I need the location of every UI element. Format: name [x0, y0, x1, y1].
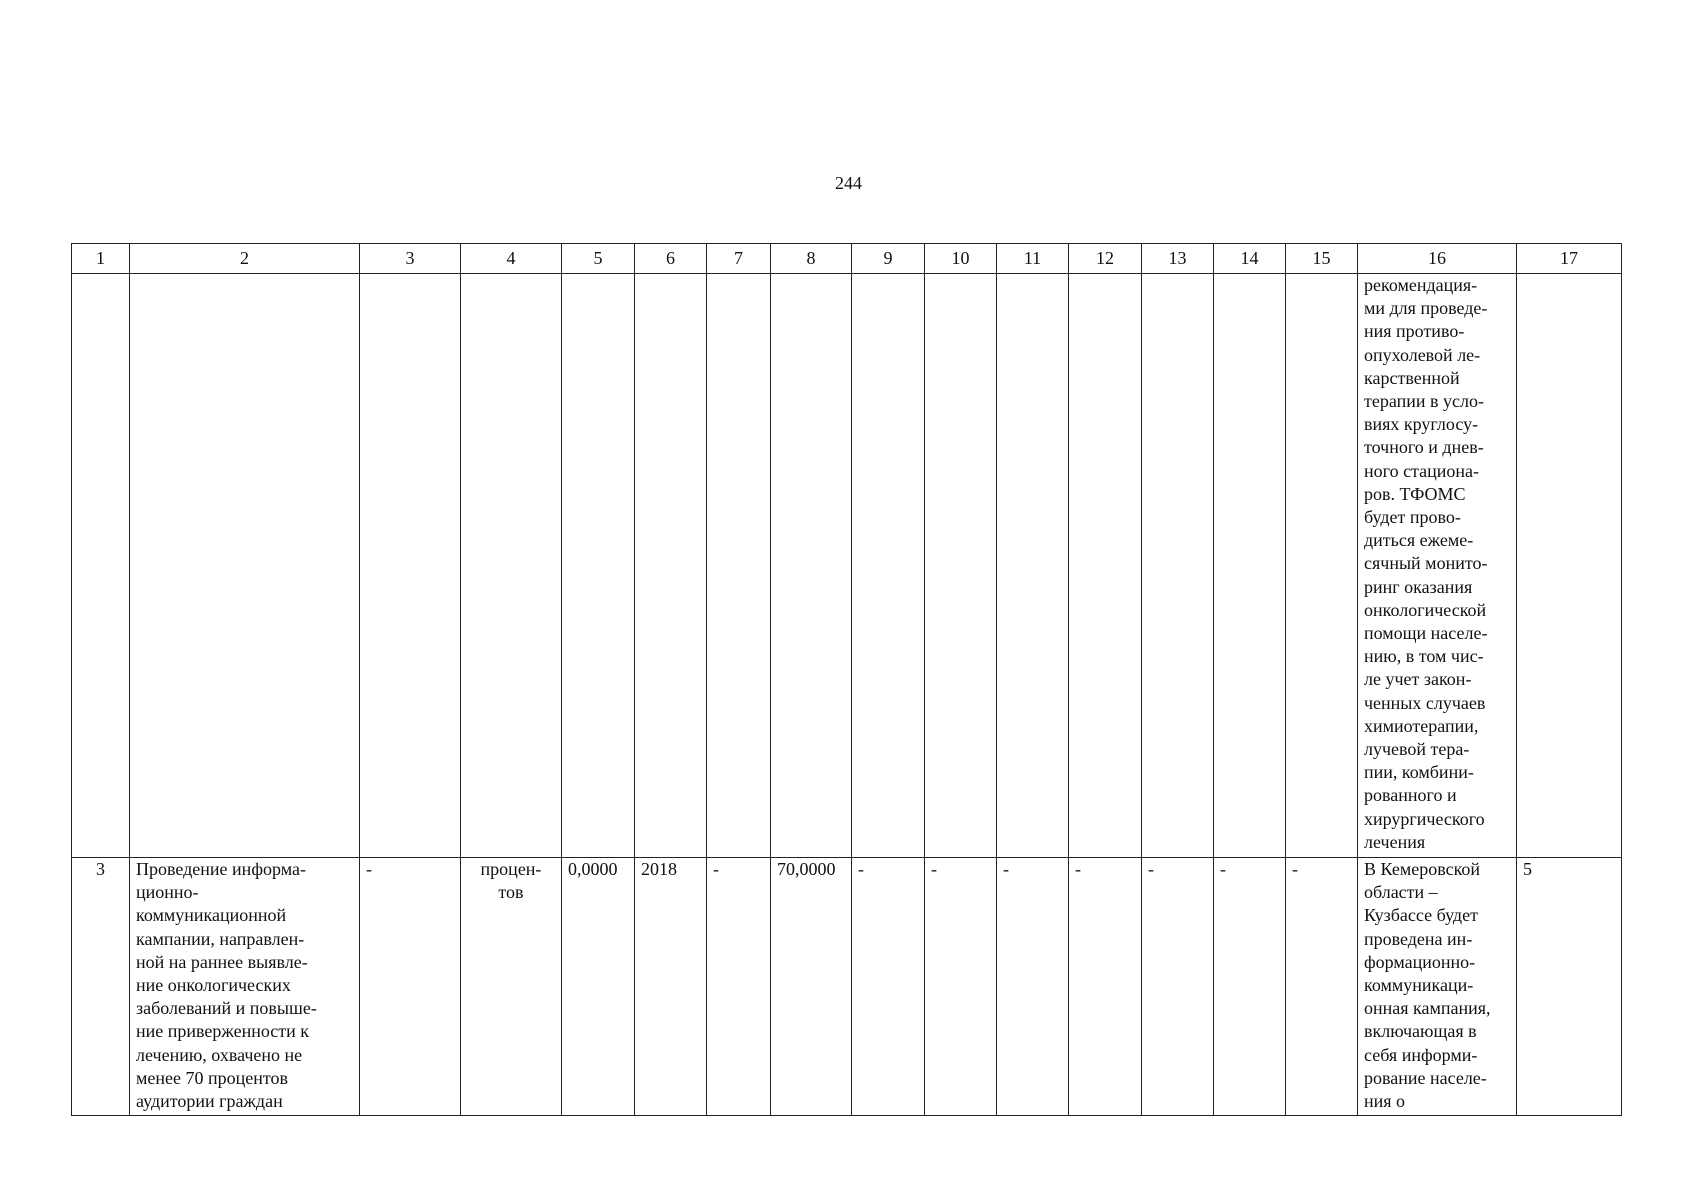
- table-cell: [461, 274, 562, 858]
- column-header: 5: [562, 244, 635, 274]
- table-cell: [562, 274, 635, 858]
- table-cell: [130, 274, 360, 858]
- table-cell: [771, 274, 852, 858]
- column-header: 14: [1214, 244, 1286, 274]
- table-cell: -: [1286, 858, 1358, 1116]
- column-header: 10: [925, 244, 997, 274]
- column-header: 17: [1517, 244, 1622, 274]
- column-header: 1: [72, 244, 130, 274]
- column-header: 16: [1358, 244, 1517, 274]
- table-row: [72, 858, 1622, 1116]
- unit-cell: процен- тов: [461, 858, 562, 1116]
- table-cell: [1286, 274, 1358, 858]
- description-cell: рекомендация- ми для проведе- ния противо- опухолевой ле- карственной терапии в усло- виях круглосу- точного и днев- ного стациона- ров. ТФОМС будет прово- диться ежеме- сячный монито- ринг оказания онкологической помощи населе- нию, в том чис- ле учет закон- ченных случаев химиотерапии, лучевой тера- пии, комбини- рованного и хирургического лечения: [1358, 274, 1517, 858]
- base-value-cell: 0,0000: [562, 858, 635, 1116]
- column-header: 2: [130, 244, 360, 274]
- table-cell: [852, 274, 925, 858]
- table-cell: -: [1069, 858, 1142, 1116]
- column-header: 11: [997, 244, 1069, 274]
- activity-name-cell: Проведение информа- ционно- коммуникационной кампании, направлен- ной на раннее выявле- ние онкологических заболеваний и повыше- ние приверженности к лечению, охвачено не менее 70 процентов аудитории граждан: [130, 858, 360, 1116]
- table-cell: [1069, 274, 1142, 858]
- table-cell: -: [997, 858, 1069, 1116]
- table-cell: [360, 274, 461, 858]
- table-cell: 5: [1517, 858, 1622, 1116]
- base-year-cell: 2018: [635, 858, 707, 1116]
- table-cell: [1214, 274, 1286, 858]
- table-cell: [707, 274, 771, 858]
- table-cell: [1142, 274, 1214, 858]
- table-cell: [1517, 274, 1622, 858]
- column-header: 13: [1142, 244, 1214, 274]
- column-header: 9: [852, 244, 925, 274]
- table-cell: [997, 274, 1069, 858]
- description-cell: В Кемеровской области – Кузбассе будет проведена ин- формационно- коммуникаци- онная кампания, включающая в себя информи- рование населе- ния о: [1358, 858, 1517, 1116]
- table-cell: -: [925, 858, 997, 1116]
- table-cell: -: [1142, 858, 1214, 1116]
- column-header: 6: [635, 244, 707, 274]
- table-cell: [72, 274, 130, 858]
- column-header: 7: [707, 244, 771, 274]
- table-cell: -: [1214, 858, 1286, 1116]
- table-header-row: [72, 244, 1622, 274]
- data-table: [71, 243, 1622, 1116]
- table-cell: [925, 274, 997, 858]
- column-header: 12: [1069, 244, 1142, 274]
- page-number: 244: [835, 173, 862, 193]
- column-header: 8: [771, 244, 852, 274]
- row-number-cell: 3: [72, 858, 130, 1116]
- column-header: 4: [461, 244, 562, 274]
- table-cell: [635, 274, 707, 858]
- table-cell: -: [707, 858, 771, 1116]
- column-header: 3: [360, 244, 461, 274]
- table-cell: -: [852, 858, 925, 1116]
- table-row-continuation: [72, 274, 1622, 858]
- table-cell: -: [360, 858, 461, 1116]
- column-header: 15: [1286, 244, 1358, 274]
- target-value-cell: 70,0000: [771, 858, 852, 1116]
